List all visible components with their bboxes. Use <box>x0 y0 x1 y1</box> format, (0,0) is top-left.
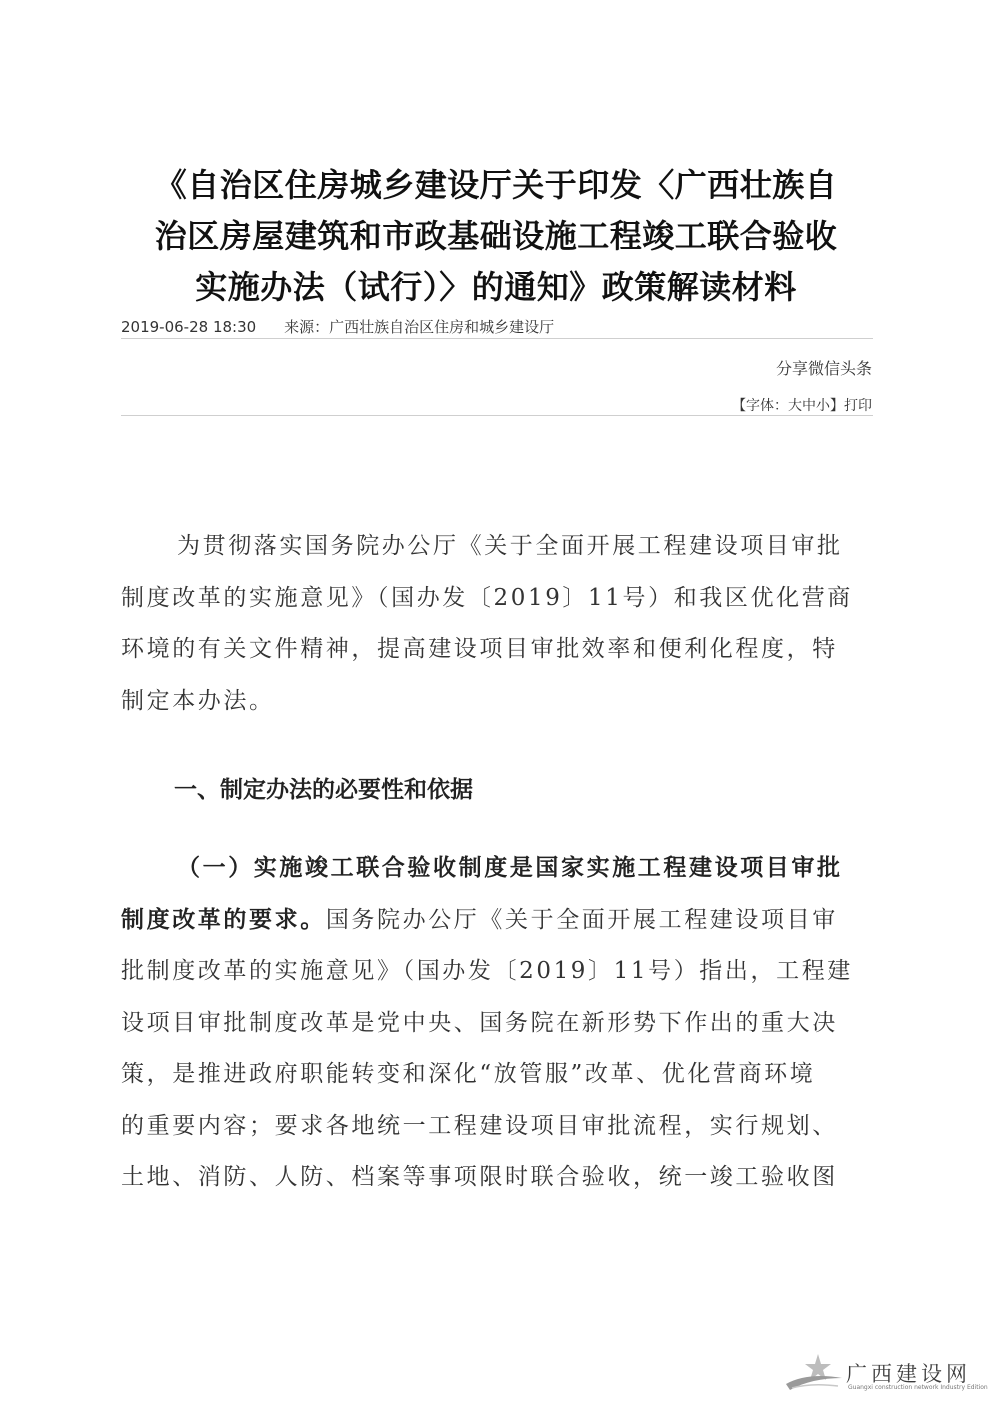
paragraph-line: 的重要内容；要求各地统一工程建设项目审批流程，实行规划、 <box>121 1112 838 1139</box>
paragraph-line: 为贯彻落实国务院办公厅《关于全面开展工程建设项目审批 <box>177 533 843 559</box>
paragraph-section-1 <box>121 842 873 1204</box>
title-line: 实施办法（试行）〉的通知》政策解读材料 <box>195 268 797 306</box>
print-link[interactable]: 打印 <box>844 398 872 414</box>
paragraph-line: 环境的有关文件精神，提高建设项目审批效率和便利化程度，特 <box>121 636 838 662</box>
paragraph-line-bold: （一）实施竣工联合验收制度是国家实施工程建设项目审批 <box>177 854 843 881</box>
title-line: 治区房屋建筑和市政基础设施工程竣工联合验收 <box>154 217 838 255</box>
paragraph-line: 制度改革的实施意见》（国办发〔2019〕11号）和我区优化营商 <box>121 584 853 611</box>
share-wechat-link[interactable]: 分享微信头条 <box>775 359 872 378</box>
paragraph-line: 制定本办法。 <box>121 687 275 714</box>
watermark <box>782 1348 988 1396</box>
paragraph-line: 批制度改革的实施意见》（国办发〔2019〕11号）指出，工程建 <box>121 958 853 984</box>
watermark-name: 广西建设网 <box>846 1362 971 1386</box>
section-heading: 一、制定办法的必要性和依据 <box>174 777 473 803</box>
page-title <box>110 160 882 313</box>
paragraph-line: 设项目审批制度改革是党中央、国务院在新形势下作出的重大决 <box>121 1009 838 1036</box>
paragraph-line: 策，是推进政府职能转变和深化“放管服”改革、优化营商环境 <box>121 1061 816 1087</box>
article-tools <box>732 395 872 415</box>
paragraph-line: 土地、消防、人防、档案等事项限时联合验收，统一竣工验收图 <box>121 1164 838 1190</box>
article-source: 来源：广西壮族自治区住房和城乡建设厅 <box>284 318 555 336</box>
article-meta <box>121 316 554 337</box>
paragraph-line <box>121 894 873 947</box>
watermark-subtitle: Guangxi construction network Industry Edition <box>848 1384 988 1391</box>
paragraph-bold-phrase: 制度改革的要求。 <box>121 905 326 933</box>
divider <box>121 338 873 339</box>
publish-date: 2019-06-28 18:30 <box>121 318 257 336</box>
paragraph-phrase: 国务院办公厅《关于全面开展工程建设项目审 <box>325 906 838 933</box>
star-swoosh-logo-icon <box>782 1348 846 1396</box>
font-size-control[interactable]: 【字体：大中小】 <box>732 398 844 414</box>
divider <box>121 415 873 416</box>
title-line: 《自治区住房城乡建设厅关于印发〈广西壮族自 <box>154 166 838 204</box>
paragraph-intro <box>121 521 873 727</box>
